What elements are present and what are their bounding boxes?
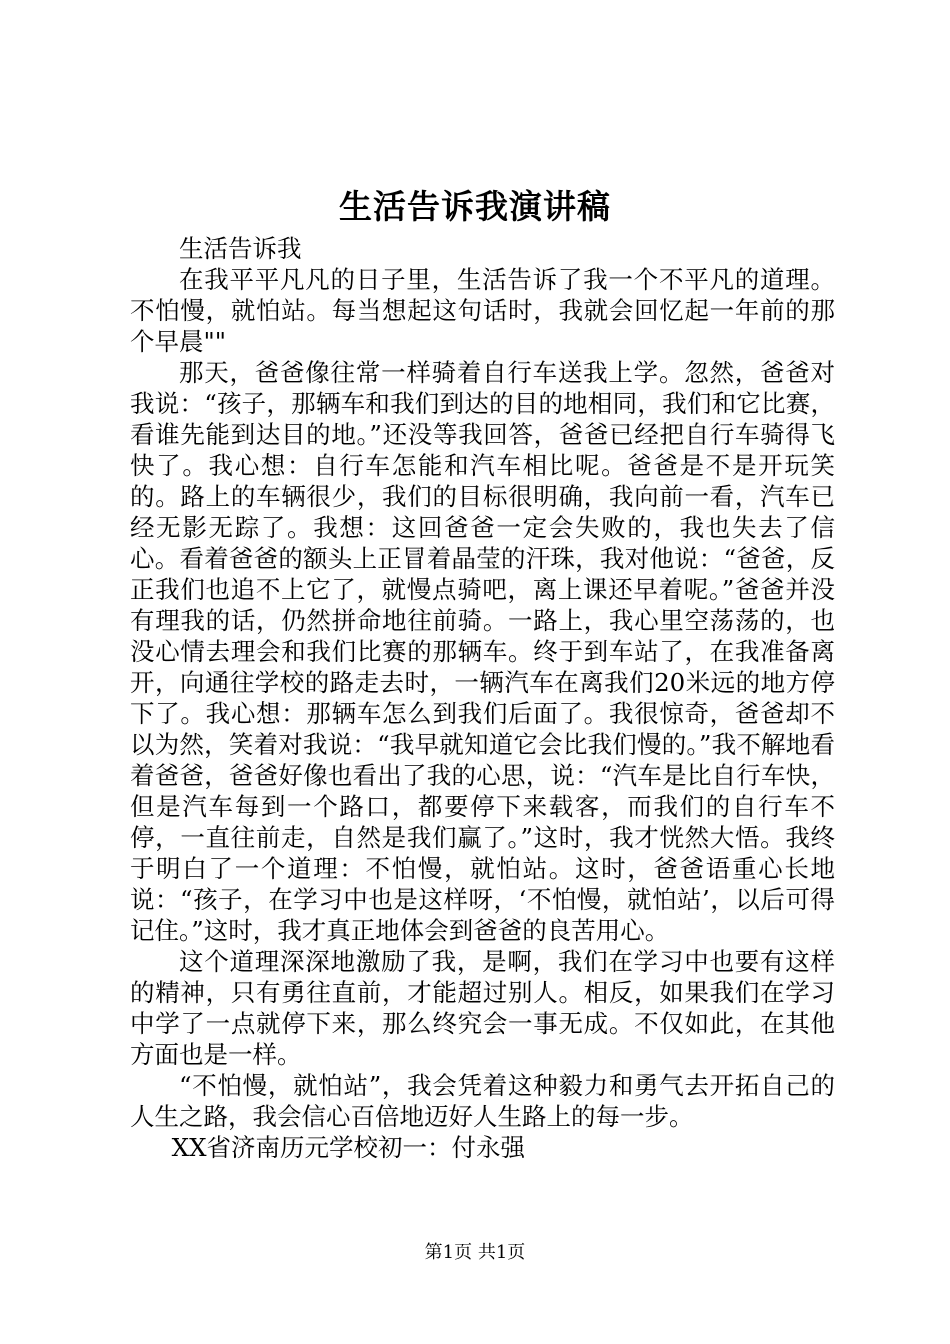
paragraph-4: “不怕慢，就怕站”，我会凭着这种毅力和勇气去开拓自己的人生之路，我会信心百倍地迈好人生路上的每一步。 [130,1071,835,1131]
paragraph-1: 在我平平凡凡的日子里，生活告诉了我一个不平凡的道理。不怕慢，就怕站。每当想起这句话时，我就会回忆起一年前的那个早晨"" [130,265,835,356]
paragraph-2: 那天，爸爸像往常一样骑着自行车送我上学。忽然，爸爸对我说：“孩子，那辆车和我们到达的目的地相同，我们和它比赛，看谁先能到达目的地。”还没等我回答，爸爸已经把自行车骑得飞快了。我心想：自行车怎能和汽车相比呢。爸爸是不是开玩笑的。路上的车辆很少，我们的目标很明确，我向前一看，汽车已经无影无踪了。我想：这回爸爸一定会失败的，我也失去了信心。看着爸爸的额头上正冒着晶莹的汗珠，我对他说：“爸爸，反正我们也追不上它了，就慢点骑吧，离上课还早着呢。”爸爸并没有理我的话，仍然拼命地往前骑。一路上，我心里空荡荡的，也没心情去理会和我们比赛的那辆车。终于到车站了，在我准备离开，向通往学校的路走去时，一辆汽车在离我们20米远的地方停下了。我心想：那辆车怎么到我们后面了。我很惊奇，爸爸却不以为然，笑着对我说：“我早就知道它会比我们慢的。”我不解地看着爸爸，爸爸好像也看出了我的心思，说：“汽车是比自行车快，但是汽车每到一个路口，都要停下来载客，而我们的自行车不停，一直往前走，自然是我们赢了。”这时，我才恍然大悟。我终于明白了一个道理：不怕慢，就怕站。这时，爸爸语重心长地说：“孩子，在学习中也是这样呀，‘不怕慢，就怕站’，以后可得记住。”这时，我才真正地体会到爸爸的良苦用心。 [130,358,835,945]
document-subtitle: 生活告诉我 [179,234,302,263]
document-body [130,233,835,1163]
page-footer: 第1页 共1页 [424,1242,526,1263]
paragraph-3: 这个道理深深地激励了我，是啊，我们在学习中也要有这样的精神，只有勇往直前，才能超过别人。相反，如果我们在学习中学了一点就停下来，那么终究会一事无成。不仅如此，在其他方面也是一样。 [130,947,835,1069]
author-signature: XX省济南历元学校初一：付永强 [171,1133,526,1162]
document-title: 生活告诉我演讲稿 [339,187,611,226]
